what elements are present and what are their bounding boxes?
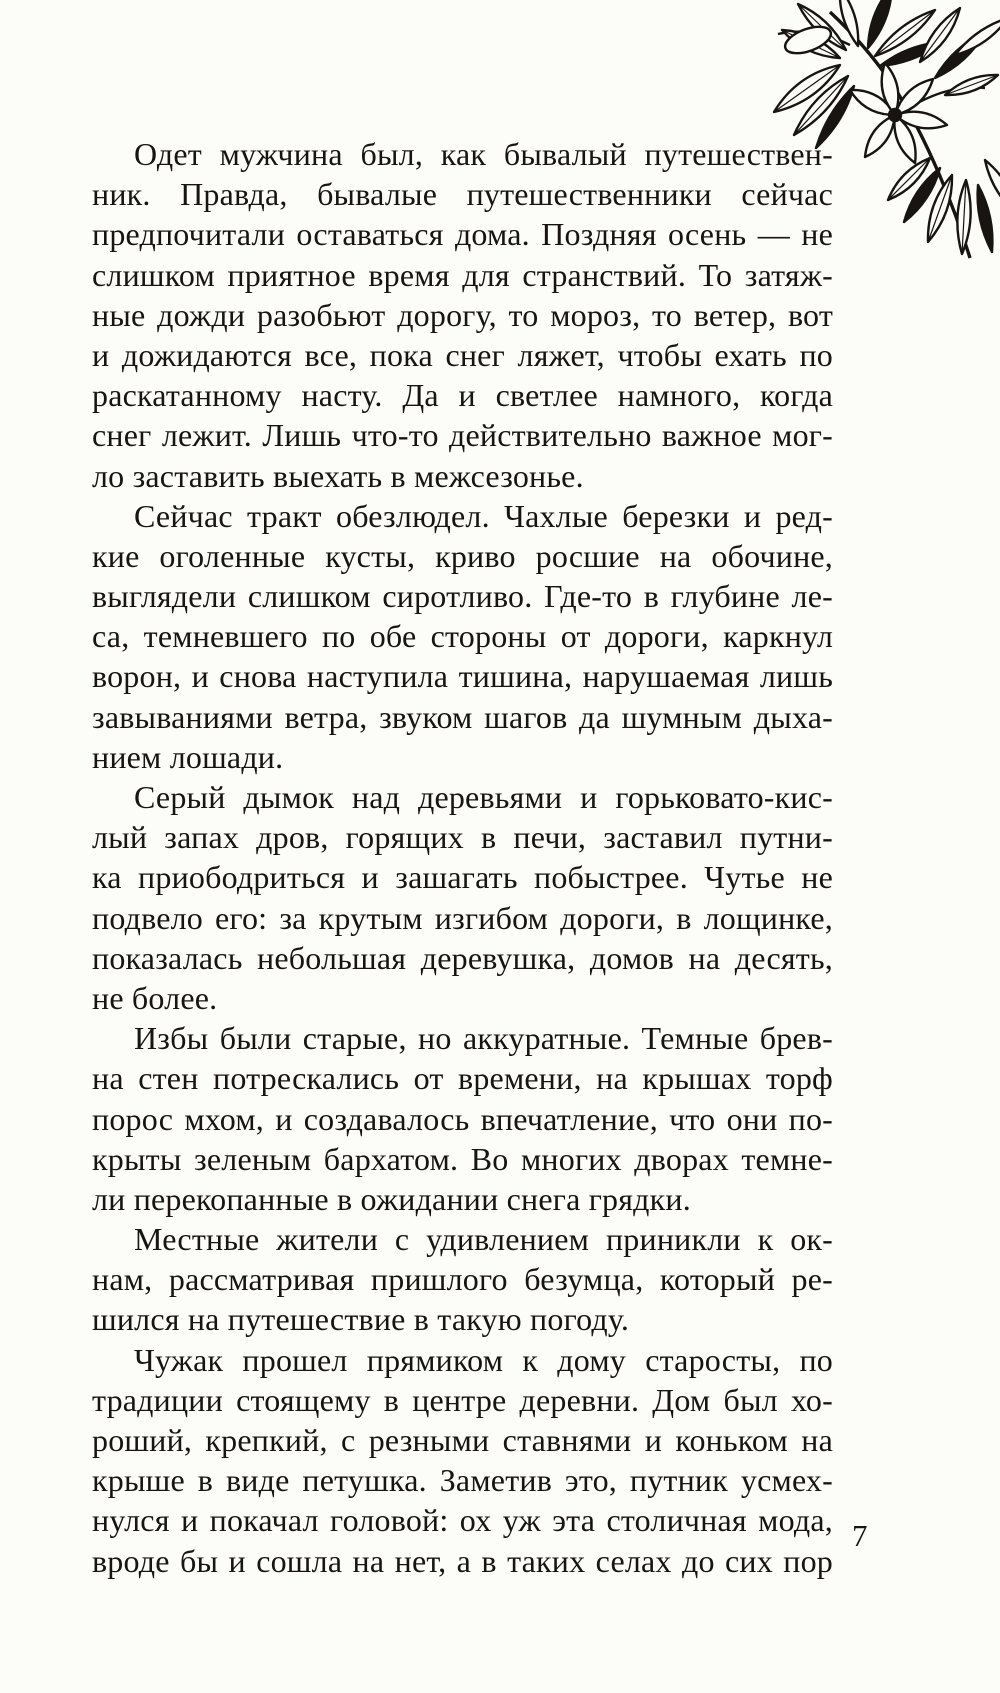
text-line: подвело его: за крутым изгибом дороги, в лощинке, <box>92 899 833 936</box>
text-line: на стен потрескались от времени, на крышах торф <box>92 1060 833 1097</box>
paragraph <box>92 496 833 777</box>
text-line: Местные жители с удивлением приникли к ок- <box>134 1221 833 1258</box>
paragraph <box>92 1018 833 1219</box>
text-line: показалась небольшая деревушка, домов на десять, <box>92 939 833 976</box>
text-line: и дожидаются все, пока снег ляжет, чтобы ехать по <box>92 336 833 373</box>
text-line: ло заставить выехать в межсезонье. <box>92 457 584 494</box>
text-line: крыше в виде петушка. Заметив это, путник усмех- <box>92 1462 833 1499</box>
text-line: роший, крепкий, с резными ставнями и коньком на <box>92 1422 833 1458</box>
text-line: не более. <box>92 979 218 1016</box>
text-line: нием лошади. <box>92 738 284 775</box>
text-line: Одет мужчина был, как бывалый путешествен- <box>134 136 833 172</box>
text-line: ка приободриться и зашагать побыстрее. Чутье не <box>92 859 833 896</box>
text-line: порос мхом, и создавалось впечатление, что они по- <box>92 1100 833 1137</box>
page-number: 7 <box>852 1518 868 1553</box>
text-line: лый запах дров, горящих в печи, заставил путни- <box>92 819 833 856</box>
text-line: ник. Правда, бывалые путешественники сейчас <box>92 176 833 213</box>
text-block <box>92 134 833 1581</box>
paragraph <box>92 777 833 1018</box>
text-line: Серый дымок над деревьями и горьковато-кис- <box>134 779 833 815</box>
text-line: слишком приятное время для странствий. То затяж- <box>92 256 833 293</box>
text-line: ные дожди разобьют дорогу, то мороз, то ветер, вот <box>92 296 833 333</box>
text-line: Избы были старые, но аккуратные. Темные брев- <box>134 1020 833 1057</box>
text-line: ли перекопанные в ожидании снега грядки. <box>92 1180 691 1217</box>
text-line: вроде бы и сошла на нет, а в таких селах до сих пор <box>92 1542 833 1579</box>
paragraph <box>92 1219 833 1340</box>
text-line: выглядели слишком сиротливо. Где-то в глубине ле- <box>92 578 833 615</box>
text-line: нам, рассматривая пришлого безумца, который ре- <box>92 1261 833 1298</box>
text-line: са, темневшего по обе стороны от дороги, каркнул <box>92 618 833 655</box>
text-line: Чужак прошел прямиком к дому старосты, по <box>134 1341 833 1378</box>
paragraph <box>92 134 833 496</box>
text-line: ворон, и снова наступила тишина, нарушаемая лишь <box>92 658 833 695</box>
text-line: предпочитали оставаться дома. Поздняя осень — не <box>92 216 833 253</box>
text-line: Сейчас тракт обезлюдел. Чахлые березки и ред- <box>134 497 833 534</box>
text-line: завываниями ветра, звуком шагов да шумным дыха- <box>92 698 833 735</box>
text-line: шился на путешествие в такую погоду. <box>92 1301 630 1338</box>
text-line: раскатанному насту. Да и светлее намного, когда <box>92 377 833 414</box>
paragraph <box>92 1340 833 1581</box>
text-line: нулся и покачал головой: ох уж эта столичная мода, <box>92 1502 833 1539</box>
text-line: кие оголенные кусты, криво росшие на обочине, <box>92 537 833 574</box>
text-line: снег лежит. Лишь что-то действительно важное мог- <box>92 417 833 454</box>
text-line: традиции стоящему в центре деревни. Дом был хо- <box>92 1381 833 1418</box>
text-line: крыты зеленым бархатом. Во многих дворах темне- <box>92 1140 833 1177</box>
